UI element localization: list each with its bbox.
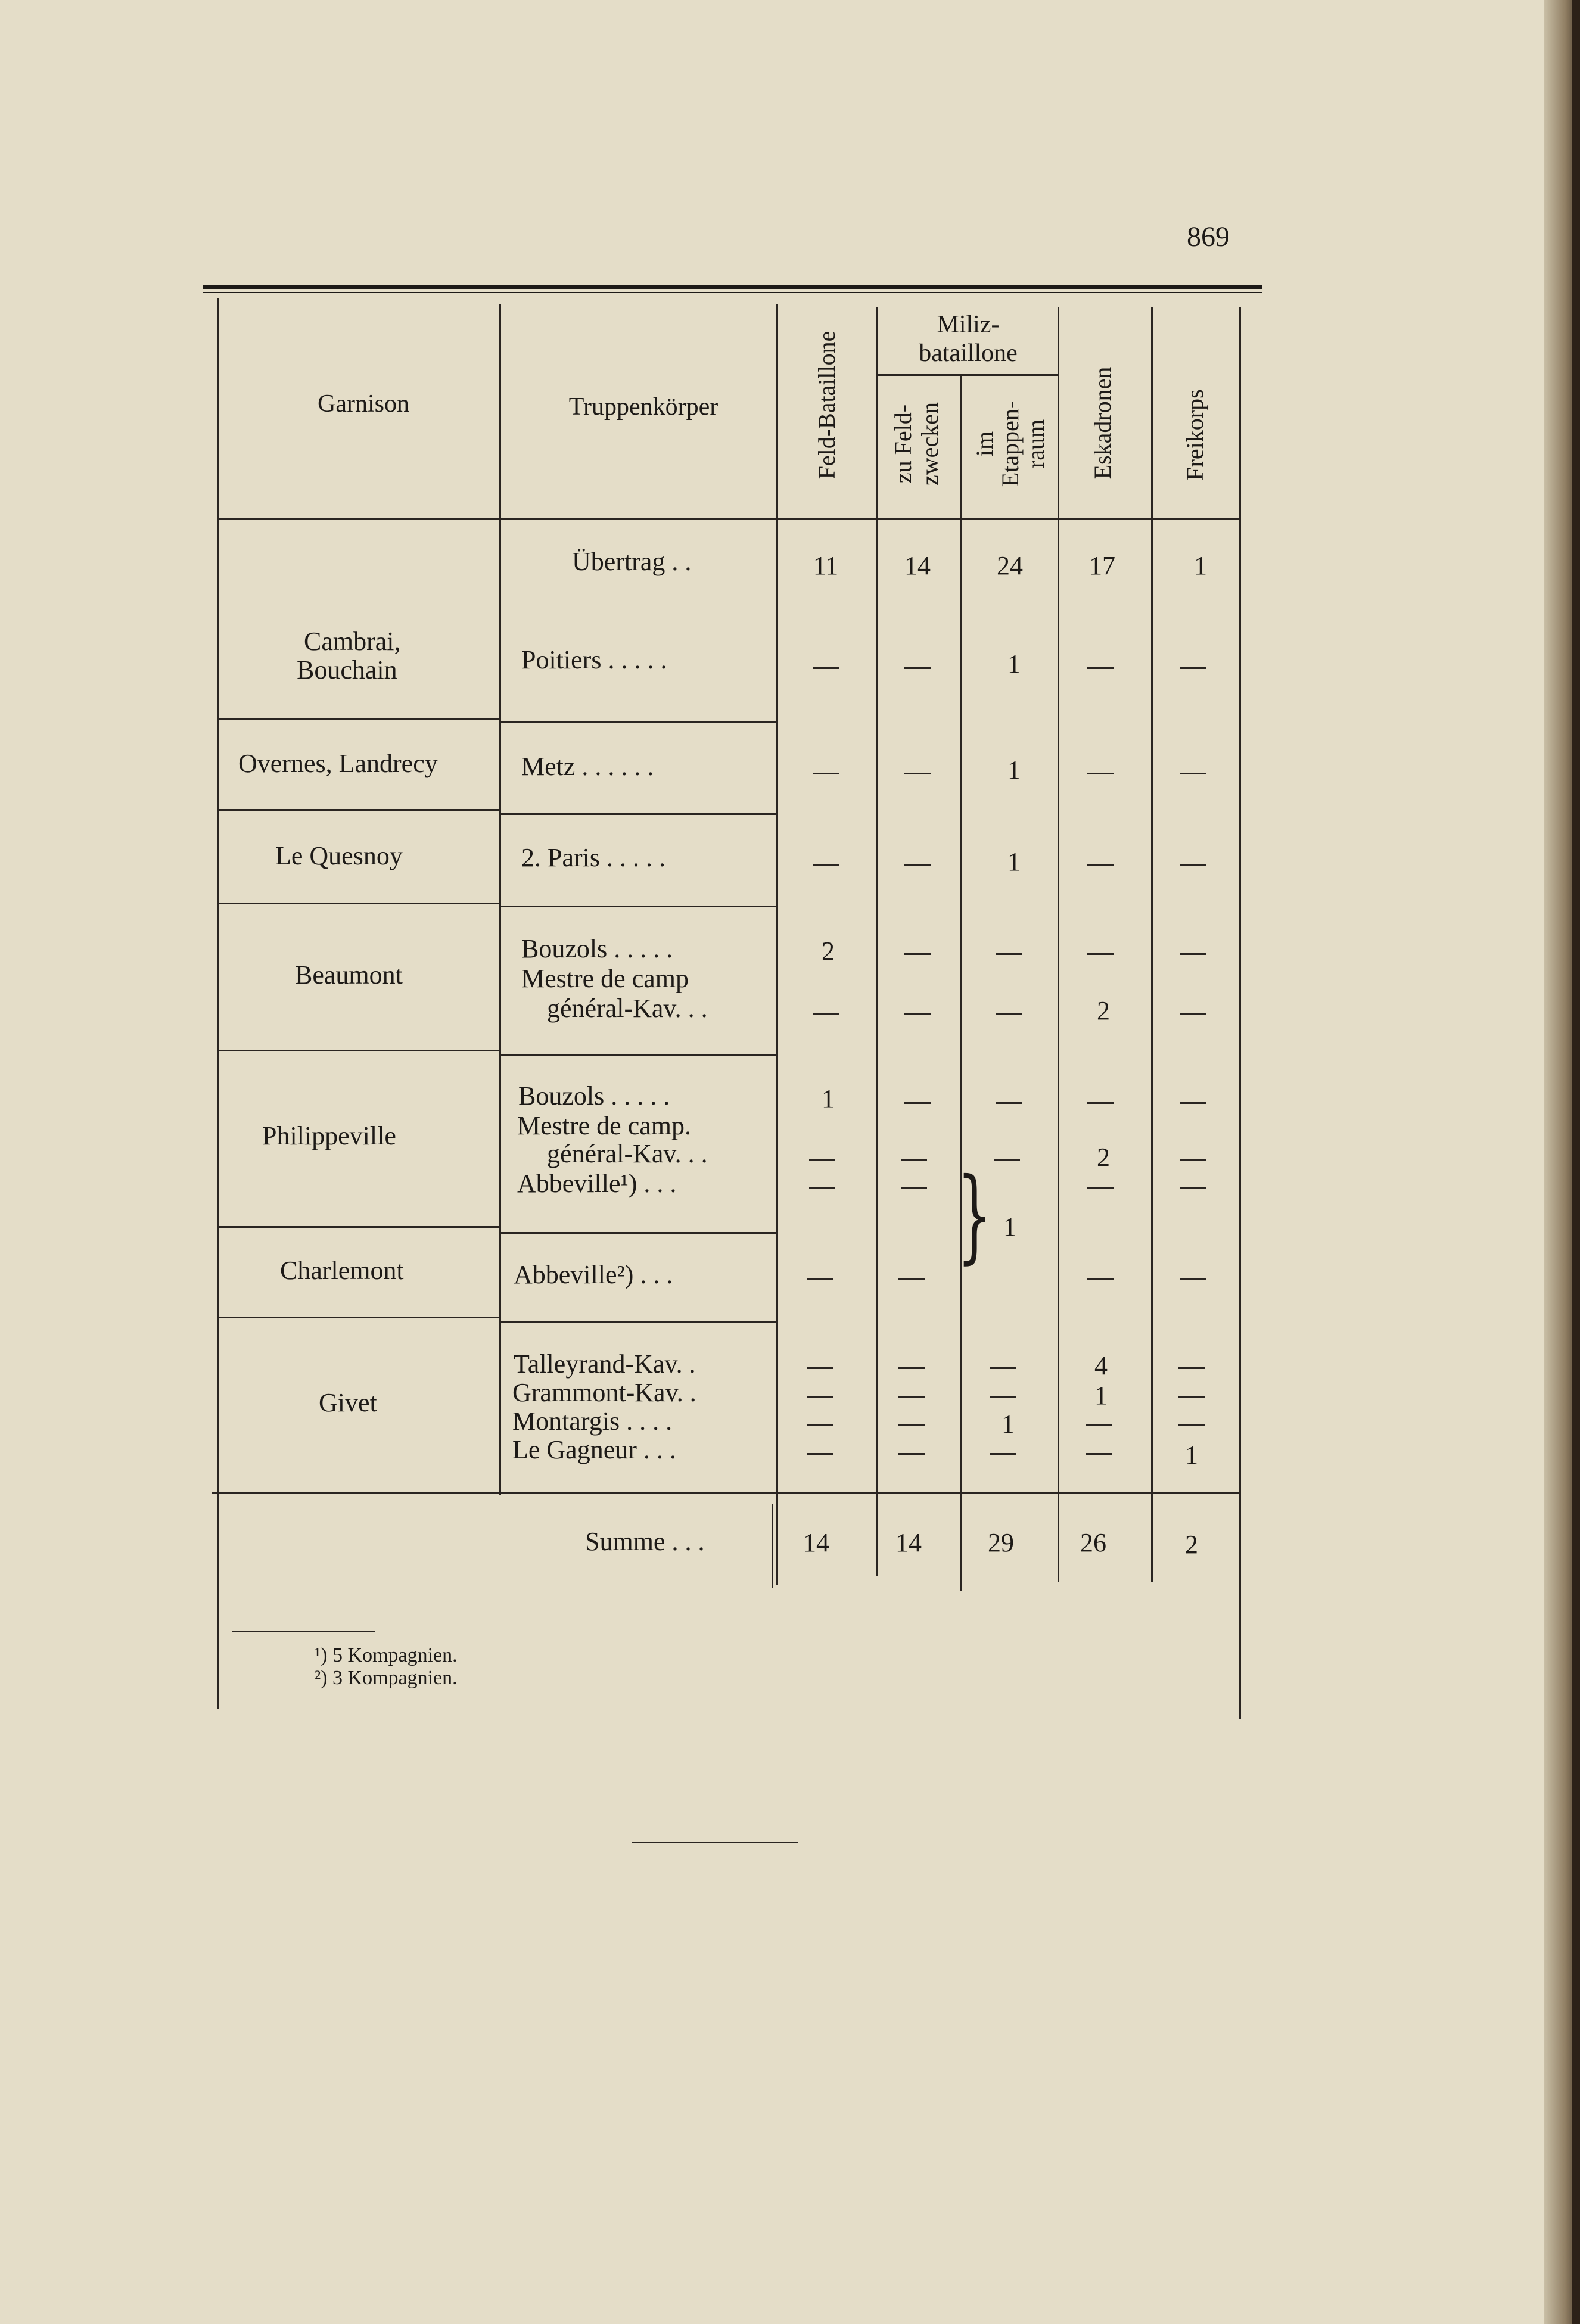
cell-dash [990, 1453, 1016, 1455]
page-number: 869 [1187, 221, 1230, 253]
cell-dash [809, 1187, 835, 1189]
header-truppenkoerper: Truppenkörper [568, 393, 719, 421]
row-separator [499, 813, 776, 815]
cell-value: 1 [1185, 1441, 1198, 1470]
header-im-etappen-2: Etappen- [997, 400, 1024, 487]
summe-value: 29 [988, 1528, 1014, 1557]
cell-dash [813, 1013, 839, 1015]
bottom-ornament-rule [632, 1842, 798, 1843]
col-divider-miliz [960, 375, 962, 1591]
col-divider-truppen [776, 304, 778, 1585]
header-freikorps: Freikorps [1181, 389, 1208, 481]
page-binding [1572, 0, 1580, 2324]
garnison-le-quesnoy: Le Quesnoy [275, 841, 403, 870]
header-im-etappen-3: raum [1022, 419, 1049, 469]
cell-dash [990, 1396, 1016, 1398]
cell-dash [807, 1396, 833, 1398]
cell-dash [904, 864, 931, 866]
footnote-1: ¹) 5 Kompagnien. [315, 1644, 458, 1666]
cell-dash [1180, 864, 1206, 866]
cell-dash [807, 1367, 833, 1369]
cell-value: 2 [1097, 996, 1110, 1025]
garnison-charlemont: Charlemont [280, 1256, 404, 1285]
cell-dash [1087, 953, 1114, 955]
troop-grammont-kav: Grammont-Kav. . [512, 1378, 696, 1407]
header-bottom-rule [217, 518, 1239, 520]
garnison-cambrai-1: Cambrai, [304, 627, 401, 656]
cell-dash [990, 1367, 1016, 1369]
header-im-etappen-1: im [971, 431, 998, 457]
uebertrag-value: 1 [1194, 551, 1207, 580]
uebertrag-value: 24 [997, 551, 1023, 580]
troop-metz: Metz . . . . . . [521, 752, 654, 781]
brace: } [957, 1156, 993, 1274]
cell-dash [1180, 1278, 1206, 1280]
summe-value: 26 [1080, 1528, 1106, 1557]
summe-value: 14 [895, 1528, 922, 1557]
uebertrag-value: 14 [904, 551, 931, 580]
table-top-rule-thin [203, 292, 1262, 293]
row-separator [217, 1050, 499, 1051]
row-separator [217, 809, 499, 811]
cell-dash [1180, 1187, 1206, 1189]
cell-dash [898, 1367, 925, 1369]
cell-value: 1 [1007, 649, 1021, 679]
garnison-overnes: Overnes, Landrecy [238, 749, 438, 778]
row-separator [217, 718, 499, 720]
table-border-right [1239, 307, 1241, 1719]
row-separator [217, 1317, 499, 1318]
cell-dash [1180, 953, 1206, 955]
cell-dash [996, 1102, 1022, 1104]
cell-dash [813, 667, 839, 669]
cell-dash [904, 773, 931, 774]
brace-value: 1 [1003, 1212, 1016, 1242]
cell-dash [1087, 667, 1114, 669]
row-separator [499, 906, 776, 907]
garnison-cambrai-2: Bouchain [297, 655, 397, 685]
cell-dash [1178, 1367, 1205, 1369]
cell-value: 2 [1097, 1143, 1110, 1172]
header-miliz-line2: bataillone [919, 340, 1018, 367]
cell-dash [1087, 773, 1114, 774]
header-eskadronen: Eskadronen [1089, 366, 1116, 480]
cell-dash [1086, 1453, 1112, 1455]
cell-dash [904, 1102, 931, 1104]
cell-value: 1 [1002, 1410, 1015, 1439]
col-divider-garnison [499, 304, 501, 1495]
cell-dash [904, 667, 931, 669]
body-bottom-rule [212, 1492, 1239, 1494]
cell-dash [809, 1159, 835, 1161]
row-separator [217, 903, 499, 904]
cell-dash [1180, 1013, 1206, 1015]
cell-dash [1087, 1278, 1114, 1280]
troop-talleyrand-kav: Talleyrand-Kav. . [514, 1349, 696, 1379]
cell-dash [1087, 1102, 1114, 1104]
footnote-2: ²) 3 Kompagnien. [315, 1667, 458, 1689]
row-separator [499, 1321, 776, 1323]
cell-dash [996, 1013, 1022, 1015]
cell-dash [1178, 1396, 1205, 1398]
troop-bouzols: Bouzols . . . . . [518, 1081, 670, 1110]
cell-dash [813, 864, 839, 866]
summe-divider [772, 1504, 773, 1588]
cell-dash [1180, 1102, 1206, 1104]
table-border-left [217, 298, 219, 1709]
row-separator [499, 721, 776, 723]
header-zu-feldzwecken-1: zu Feld- [889, 404, 916, 484]
miliz-header-rule [876, 374, 1058, 376]
row-separator [499, 1054, 776, 1056]
cell-dash [1087, 864, 1114, 866]
cell-dash [996, 953, 1022, 955]
table-top-rule [203, 285, 1262, 289]
cell-dash [813, 773, 839, 774]
uebertrag-label: Übertrag . . [572, 547, 692, 576]
cell-dash [898, 1278, 925, 1280]
uebertrag-value: 17 [1089, 551, 1115, 580]
col-divider-feld [876, 307, 878, 1576]
summe-value: 14 [803, 1528, 829, 1557]
cell-dash [807, 1453, 833, 1455]
header-zu-feldzwecken-2: zwecken [916, 402, 943, 486]
cell-dash [898, 1424, 925, 1426]
cell-dash [1180, 667, 1206, 669]
cell-dash [807, 1424, 833, 1426]
row-separator [499, 1232, 776, 1234]
cell-dash [1087, 1187, 1114, 1189]
troop-le-gagneur: Le Gagneur . . . [512, 1435, 676, 1464]
troop-bouzols: Bouzols . . . . . [521, 934, 673, 963]
troop-general-kav: général-Kav. . . [547, 994, 708, 1023]
cell-dash [904, 953, 931, 955]
cell-dash [901, 1187, 927, 1189]
troop-montargis: Montargis . . . . [512, 1407, 673, 1436]
header-miliz-line1: Miliz- [937, 311, 1000, 338]
col-divider-etappen [1058, 307, 1059, 1582]
cell-value: 4 [1094, 1351, 1108, 1380]
summe-label: Summe . . . [585, 1527, 705, 1556]
cell-dash [898, 1396, 925, 1398]
troop-2-paris: 2. Paris . . . . . [521, 843, 665, 872]
cell-value: 1 [822, 1084, 835, 1113]
summe-value: 2 [1185, 1530, 1198, 1559]
cell-value: 1 [1007, 847, 1021, 876]
uebertrag-value: 11 [813, 551, 839, 580]
cell-dash [1086, 1424, 1112, 1426]
cell-dash [904, 1013, 931, 1015]
cell-value: 2 [822, 937, 835, 966]
troop-general-kav: général-Kav. . . [547, 1139, 708, 1168]
garnison-philippeville: Philippeville [262, 1121, 396, 1150]
col-divider-eskadronen [1151, 307, 1153, 1582]
troop-poitiers: Poitiers . . . . . [521, 645, 667, 674]
cell-dash [901, 1159, 927, 1161]
cell-dash [807, 1278, 833, 1280]
cell-value: 1 [1094, 1381, 1108, 1410]
cell-dash [1180, 1159, 1206, 1161]
cell-dash [1180, 773, 1206, 774]
garnison-givet: Givet [319, 1388, 377, 1417]
header-garnison: Garnison [318, 390, 409, 418]
troop-mestre-de-camp: Mestre de camp [521, 964, 689, 993]
troop-abbeville-2: Abbeville²) . . . [514, 1260, 673, 1289]
header-feld-bataillone: Feld-Bataillone [813, 331, 840, 480]
garnison-beaumont: Beaumont [295, 960, 403, 990]
cell-dash [994, 1159, 1020, 1161]
cell-dash [1178, 1424, 1205, 1426]
footnote-rule [232, 1631, 375, 1632]
cell-dash [898, 1453, 925, 1455]
cell-value: 1 [1007, 755, 1021, 785]
troop-mestre-de-camp: Mestre de camp. [517, 1111, 691, 1140]
troop-abbeville-1: Abbeville¹) . . . [517, 1169, 677, 1198]
row-separator [217, 1226, 499, 1228]
